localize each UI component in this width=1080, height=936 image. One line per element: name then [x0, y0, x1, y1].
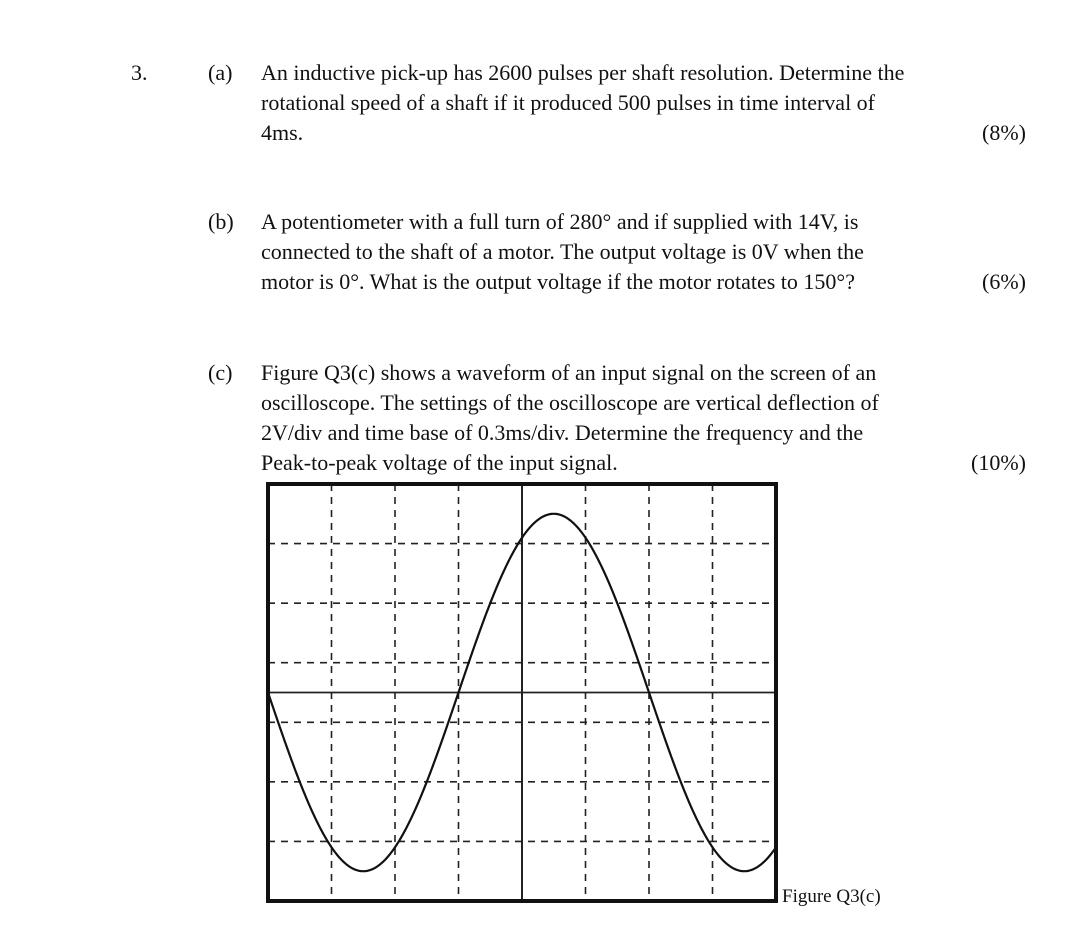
text-line: A potentiometer with a full turn of 280° and if supplied with 14V, is [261, 209, 859, 234]
part-label: (c) [208, 360, 233, 385]
text-line: 2V/div and time base of 0.3ms/div. Determine the frequency and the [261, 420, 864, 445]
marks: (6%) [982, 269, 1026, 294]
text-line: Peak-to-peak voltage of the input signal. [261, 450, 618, 475]
marks: (8%) [982, 120, 1026, 145]
question-number: 3. [131, 60, 148, 85]
part-label: (a) [208, 60, 233, 85]
part-text [261, 58, 1026, 148]
text-line: oscilloscope. The settings of the oscilloscope are vertical deflection of [261, 390, 879, 415]
text-line: motor is 0°. What is the output voltage if the motor rotates to 150°? [261, 269, 855, 294]
text-line: connected to the shaft of a motor. The output voltage is 0V when the [261, 239, 864, 264]
text-line: An inductive pick-up has 2600 pulses per shaft resolution. Determine the [261, 60, 905, 85]
figure-caption: Figure Q3(c) [782, 886, 881, 907]
oscilloscope-screen [265, 481, 779, 904]
text-last-line [261, 448, 1026, 478]
oscilloscope-figure [265, 481, 779, 904]
question-part-a [208, 58, 1026, 148]
question-part-c [208, 358, 1026, 478]
text-line: 4ms. [261, 120, 304, 145]
text-last-line [261, 118, 1026, 148]
text-last-line [261, 267, 1026, 297]
question-part-b [208, 207, 1026, 297]
part-text [261, 207, 1026, 297]
text-line: rotational speed of a shaft if it produced 500 pulses in time interval of [261, 90, 876, 115]
part-label: (b) [208, 209, 234, 234]
marks: (10%) [971, 450, 1026, 475]
text-line: Figure Q3(c) shows a waveform of an input signal on the screen of an [261, 360, 877, 385]
part-text [261, 358, 1026, 478]
